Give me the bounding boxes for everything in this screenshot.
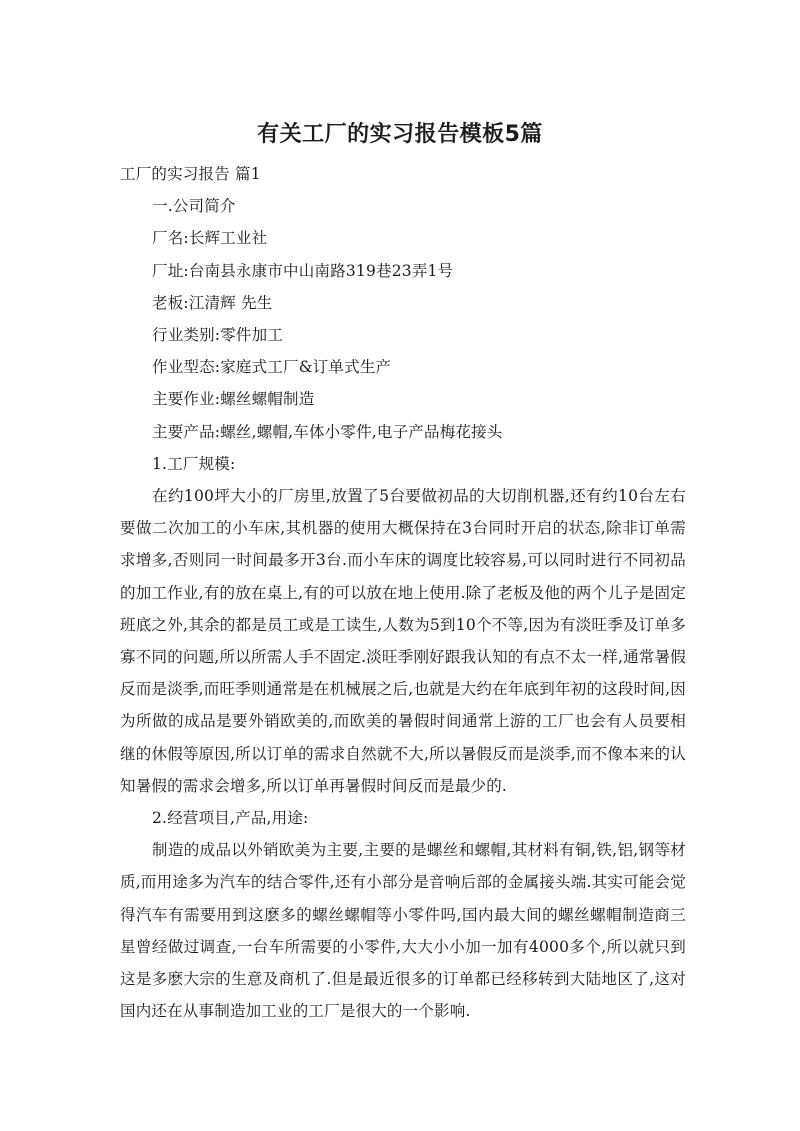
factory-owner: 老板:江清辉 先生 xyxy=(152,293,273,312)
document-title: 有关工厂的实习报告模板5篇 xyxy=(257,122,543,147)
main-work: 主要作业:螺丝螺帽制造 xyxy=(152,390,315,409)
company-intro-heading: 一.公司简介 xyxy=(152,197,236,216)
factory-name: 厂名:长辉工业社 xyxy=(152,229,268,248)
main-products: 主要产品:螺丝,螺帽,车体小零件,电子产品梅花接头 xyxy=(152,422,503,441)
scale-heading: 1.工厂规模: xyxy=(152,454,236,473)
document-body xyxy=(120,158,686,1027)
business-heading: 2.经营项目,产品,用途: xyxy=(152,809,309,828)
business-paragraph: 制造的成品以外销欧美为主要,主要的是螺丝和螺帽,其材料有铜,铁,铝,钢等材质,而用途多为汽车的结合零件,还有小部分是音响后部的金属接头端.其实可能会觉得汽车有需要用到这麽多的螺丝螺帽等小零件吗,国内最大间的螺丝螺帽制造商三星曾经做过调查,一台车所需要的小零件,大大小小加一加有4000多个,所以就只到这是多麽大宗的生意及商机了.但是最近很多的订单都已经移转到大陆地区了,这对国内还在从事制造加工业的工厂是很大的一个影响. xyxy=(120,841,686,1021)
section-heading: 工厂的实习报告 篇1 xyxy=(120,165,261,183)
industry-type: 行业类别:零件加工 xyxy=(152,326,284,345)
scale-paragraph: 在约100坪大小的厂房里,放置了5台要做初品的大切削机器,还有约10台左右要做二次加工的小车床,其机器的使用大概保持在3台同时开启的状态,除非订单需求增多,否则同一时间最多开3台.而小车床的调度比较容易,可以同时进行不同初品的加工作业,有的放在桌上,有的可以放在地上使用.除了老板及他的两个儿子是固定班底之外,其余的都是员工或是工读生,人数为5到10个不等,因为有淡旺季及订单多寡不同的问题,所以所需人手不固定.淡旺季刚好跟我认知的有点不太一样,通常暑假反而是淡季,而旺季则通常是在机械展之后,也就是大约在年底到年初的这段时间,因为所做的成品是要外销欧美的,而欧美的暑假时间通常上游的工厂也会有人员要相继的休假等原因,所以订单的需求自然就不大,所以暑假反而是淡季,而不像本来的认知暑假的需求会增多,所以订单再暑假时间反而是最少的. xyxy=(120,487,686,795)
operation-type: 作业型态:家庭式工厂&订单式生产 xyxy=(152,358,392,377)
factory-address: 厂址:台南县永康市中山南路319巷23弄1号 xyxy=(152,261,454,280)
